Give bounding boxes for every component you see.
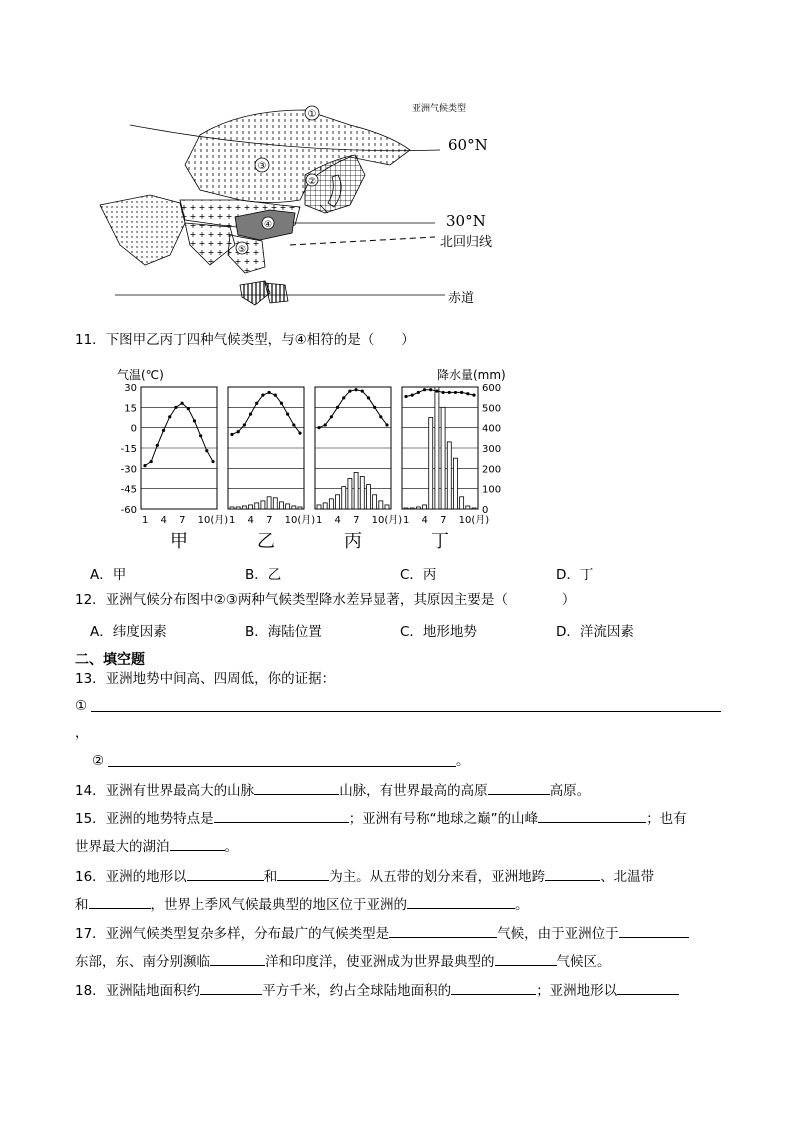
svg-text:②: ②: [307, 177, 317, 187]
temp-point: [472, 394, 475, 397]
precip-bar: [373, 495, 377, 509]
precip-bar: [410, 508, 414, 509]
precip-bar: [460, 497, 464, 509]
temp-tick-label: -45: [120, 484, 137, 496]
chart-name: 甲: [170, 531, 188, 552]
temp-point: [385, 423, 388, 426]
temp-point: [249, 413, 252, 416]
q13-period: 。: [456, 753, 470, 769]
precip-bar: [416, 507, 420, 509]
temp-point: [230, 433, 233, 436]
chart-name: 丁: [431, 531, 449, 552]
month-tick-label: 7: [353, 515, 360, 526]
precip-bar: [379, 501, 383, 509]
q15-text-b: ；亚洲有号称“地球之巅”的山峰: [348, 811, 539, 827]
q13-stem: 13．亚洲地势中间高、四周低，你的证据：: [75, 671, 336, 687]
q11-option-b[interactable]: B．乙: [245, 567, 282, 583]
q16-blank-5[interactable]: [407, 894, 515, 909]
month-tick-label: 7: [266, 515, 273, 526]
q11-stem: 11．下图甲乙丙丁四种气候类型，与④相符的是（ ）: [75, 332, 415, 348]
precip-bar: [366, 485, 370, 509]
precip-bar: [242, 506, 246, 509]
q16-text-g: 。: [515, 897, 529, 913]
q17-text-b: 气候，由于亚洲位于: [497, 926, 619, 942]
month-tick-label: 10(月): [371, 515, 403, 526]
q16-text-d: 、北温带: [600, 869, 655, 885]
temp-point: [261, 394, 264, 397]
q17-text-c: 东部，东、南分别濒临: [75, 954, 210, 970]
climate-charts-svg: [115, 365, 525, 555]
svg-text:⑤: ⑤: [237, 245, 247, 255]
temp-tick-label: 0: [130, 423, 137, 435]
climate-charts: [115, 365, 525, 555]
month-tick-label: 10(月): [458, 515, 490, 526]
temp-axis-label: 气温(℃): [117, 368, 164, 382]
q17-line-1: [75, 923, 689, 943]
month-tick-label: 1: [229, 515, 236, 526]
month-tick-label: 1: [403, 515, 410, 526]
q17-text-d: 洋和印度洋，使亚洲成为世界最典型的: [265, 954, 495, 970]
q13-blank-2[interactable]: [108, 766, 456, 767]
marker-3: [255, 158, 269, 172]
q17-blank-1[interactable]: [389, 923, 497, 938]
temp-point: [168, 415, 171, 418]
precip-bar: [336, 495, 340, 509]
q11-option-c[interactable]: C．丙: [400, 567, 437, 583]
temp-point: [435, 389, 438, 392]
temp-point: [336, 406, 339, 409]
month-tick-label: 1: [142, 515, 149, 526]
temp-point: [454, 391, 457, 394]
label-60n: 60°N: [448, 136, 488, 154]
asia-climate-map: [90, 95, 510, 325]
q15-blank-2[interactable]: [538, 808, 646, 823]
month-tick-label: 4: [160, 515, 167, 526]
precip-bar: [273, 498, 277, 509]
q17-line-2: [75, 951, 611, 971]
q17-blank-3[interactable]: [210, 951, 265, 966]
chart-name: 乙: [257, 531, 275, 552]
q15-blank-1[interactable]: [214, 808, 349, 823]
svg-text:③: ③: [257, 161, 267, 172]
q16-blank-1[interactable]: [187, 866, 264, 881]
precip-bar: [472, 508, 476, 509]
q16-blank-3[interactable]: [545, 866, 600, 881]
precip-bar: [360, 476, 364, 509]
q13-comma: ，: [75, 725, 89, 741]
q18-blank-2[interactable]: [451, 980, 536, 995]
q17-text-a: 17．亚洲气候类型复杂多样，分布最广的气候类型是: [75, 926, 390, 942]
temp-point: [441, 391, 444, 394]
temp-point: [237, 430, 240, 433]
precip-tick-label: 200: [482, 464, 502, 476]
q15-text-e: 。: [224, 839, 238, 855]
temp-point: [298, 431, 301, 434]
precip-bar: [323, 503, 327, 509]
precip-bar: [249, 505, 253, 509]
q12-option-b[interactable]: B．海陆位置: [245, 624, 322, 640]
precip-tick-label: 100: [482, 484, 502, 496]
month-tick-label: 10(月): [284, 515, 316, 526]
precip-bar: [329, 499, 333, 509]
q18-text-b: 平方千米，约占全球陆地面积的: [262, 983, 452, 999]
precip-bar: [230, 507, 234, 509]
q16-text-c: 为主。从五带的划分来看，亚洲地跨: [329, 869, 546, 885]
q12-option-c[interactable]: C．地形地势: [400, 624, 477, 640]
temp-point: [292, 423, 295, 426]
map-title: 亚洲气候类型: [412, 104, 467, 114]
temp-point: [354, 388, 357, 391]
temp-point: [404, 395, 407, 398]
chart-name: 丙: [344, 531, 362, 552]
q13-marker-2: ②: [92, 753, 105, 769]
precip-bar: [423, 505, 427, 509]
precip-tick-label: 600: [482, 383, 502, 394]
q16-text-e: 和: [75, 897, 89, 913]
precip-bar: [354, 472, 358, 509]
precip-bar: [292, 506, 296, 509]
q14-text-a: 14．亚洲有世界最高大的山脉: [75, 783, 255, 799]
q14-text-c: 高原。: [549, 783, 591, 799]
precip-axis-label: 降水量(mm): [437, 368, 506, 382]
q12-stem: 12．亚洲气候分布图中②③两种气候类型降水差异显著，其原因主要是（ ）: [75, 592, 576, 608]
temp-point: [180, 402, 183, 405]
svg-text:④: ④: [263, 220, 273, 230]
precip-tick-label: 0: [482, 505, 489, 516]
temp-point: [429, 388, 432, 391]
precip-bar: [317, 505, 321, 509]
month-tick-label: 7: [179, 515, 186, 526]
temp-point: [243, 423, 246, 426]
label-equator: 赤道: [448, 291, 475, 306]
temp-tick-label: -60: [120, 505, 137, 516]
temp-point: [193, 419, 196, 422]
temp-point: [423, 388, 426, 391]
temp-point: [460, 391, 463, 394]
q14-blank-1[interactable]: [254, 780, 339, 795]
month-tick-label: 1: [316, 515, 323, 526]
temp-point: [150, 460, 153, 463]
q14-text-b: 山脉，有世界最高的高原: [339, 783, 488, 799]
section-title-fill-in: 二、填空题: [75, 652, 145, 668]
precip-bar: [385, 505, 389, 509]
temp-point: [324, 423, 327, 426]
temp-point: [274, 394, 277, 397]
q17-blank-2[interactable]: [619, 923, 689, 938]
temp-point: [143, 464, 146, 467]
q16-blank-2[interactable]: [277, 866, 329, 881]
q14-line: [75, 780, 590, 800]
q18-blank-1[interactable]: [200, 980, 262, 995]
precip-bar: [435, 387, 439, 509]
temp-point: [255, 402, 258, 405]
q14-blank-2[interactable]: [488, 780, 550, 795]
q18-line-1: [75, 980, 679, 1000]
precip-bar: [279, 502, 283, 509]
temp-point: [448, 391, 451, 394]
q12-option-a[interactable]: A．纬度因素: [90, 624, 167, 640]
q18-text-c: ；亚洲地形以: [536, 983, 618, 999]
month-tick-label: 7: [440, 515, 447, 526]
temp-point: [417, 391, 420, 394]
temp-point: [411, 394, 414, 397]
q15-text-a: 15．亚洲的地势特点是: [75, 811, 214, 827]
temp-tick-label: 15: [124, 403, 137, 415]
temp-point: [286, 413, 289, 416]
temp-point: [330, 415, 333, 418]
q13-marker-1: ①: [75, 698, 88, 714]
label-tropic: 北回归线: [440, 235, 493, 250]
precip-tick-label: 400: [482, 423, 502, 435]
temp-point: [466, 392, 469, 395]
month-tick-label: 4: [247, 515, 254, 526]
temp-point: [162, 429, 165, 432]
q15-line-1: [75, 808, 687, 828]
precip-bar: [348, 479, 352, 510]
precip-bar: [441, 407, 445, 509]
precip-bar: [429, 418, 433, 510]
temp-point: [280, 402, 283, 405]
asia-climate-map-svg: [90, 95, 510, 325]
precip-bar: [404, 508, 408, 509]
precip-tick-label: 500: [482, 403, 502, 415]
precip-bar: [342, 487, 346, 509]
temp-point: [174, 406, 177, 409]
marker-1: [305, 106, 319, 120]
temp-point: [187, 407, 190, 410]
q16-text-f: ，世界上季风气候最典型的地区位于亚洲的: [150, 897, 407, 913]
temp-point: [373, 406, 376, 409]
temp-point: [379, 415, 382, 418]
precip-bar: [286, 504, 290, 509]
precip-bar: [261, 501, 265, 509]
q11-option-a[interactable]: A．甲: [90, 567, 127, 583]
precip-bar: [298, 507, 302, 509]
svg-text:①: ①: [307, 109, 317, 120]
precip-bar: [255, 503, 259, 509]
temp-tick-label: -30: [120, 464, 137, 476]
month-tick-label: 4: [334, 515, 341, 526]
q16-text-b: 和: [263, 869, 278, 885]
q16-text-a: 16．亚洲的地形以: [75, 869, 187, 885]
temp-point: [367, 396, 370, 399]
month-tick-label: 4: [421, 515, 428, 526]
month-tick-label: 10(月): [197, 515, 229, 526]
q16-line-2: [75, 894, 529, 914]
q13-blank-1[interactable]: [91, 711, 721, 712]
q18-text-a: 18．亚洲陆地面积约: [75, 983, 201, 999]
q17-text-e: 气候区。: [556, 954, 611, 970]
label-30n: 30°N: [446, 212, 486, 230]
temp-point: [205, 449, 208, 452]
q16-blank-4[interactable]: [89, 894, 151, 909]
temp-tick-label: -15: [120, 444, 137, 455]
temp-point: [348, 389, 351, 392]
temp-tick-label: 30: [124, 383, 137, 394]
precip-bar: [447, 442, 451, 509]
q15-line-2: [75, 836, 238, 856]
temp-point: [317, 426, 320, 429]
precip-bar: [236, 507, 240, 509]
q17-blank-4[interactable]: [495, 951, 557, 966]
temp-point: [267, 391, 270, 394]
q15-text-d: 世界最大的湖泊: [75, 839, 170, 855]
precip-bar: [267, 497, 271, 509]
q15-blank-3[interactable]: [170, 836, 225, 851]
temp-point: [342, 396, 345, 399]
q15-text-c: ；也有: [646, 811, 687, 827]
precip-tick-label: 300: [482, 444, 502, 455]
temp-point: [361, 389, 364, 392]
temp-point: [211, 460, 214, 463]
temp-point: [199, 434, 202, 437]
q16-line-1: [75, 866, 654, 886]
q12-option-d[interactable]: D．洋流因素: [556, 624, 634, 640]
q18-blank-3[interactable]: [617, 980, 679, 995]
temp-point: [156, 444, 159, 447]
precip-bar: [466, 506, 470, 509]
q11-option-d[interactable]: D．丁: [556, 567, 594, 583]
precip-bar: [453, 458, 457, 509]
